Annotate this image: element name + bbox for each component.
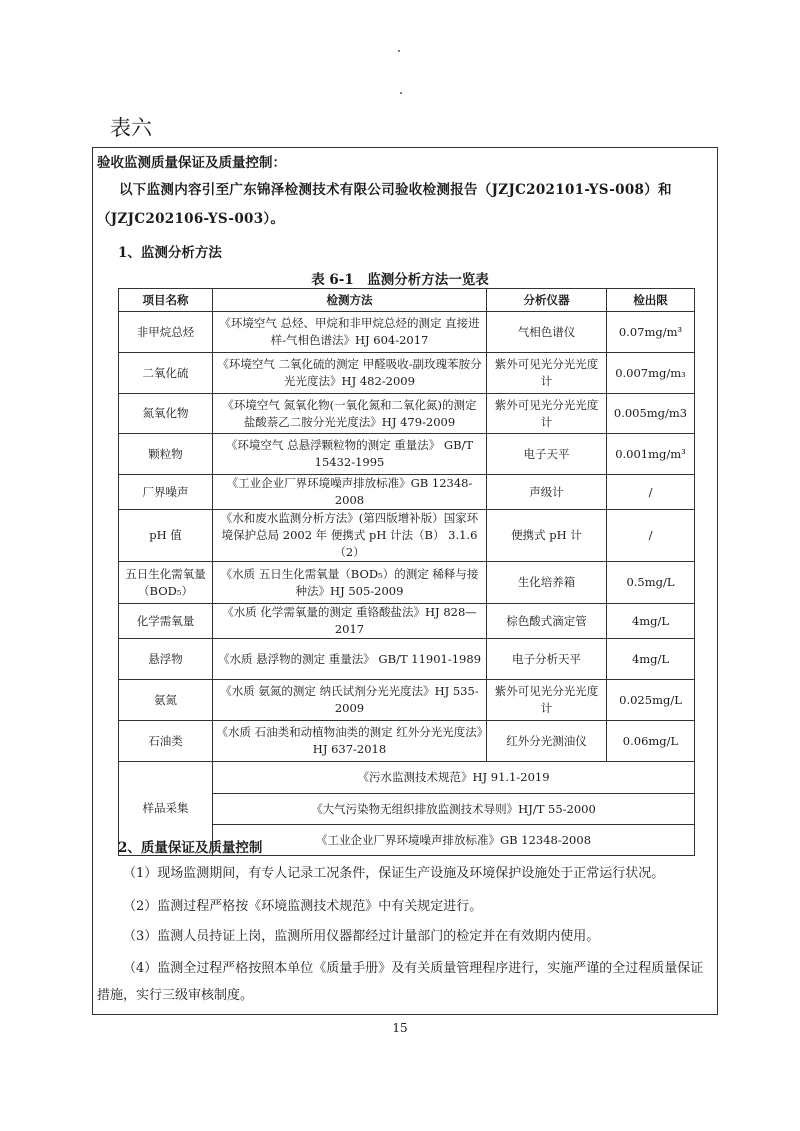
- qc-paragraph-4: （4）监测全过程严格按照本单位《质量手册》及有关质量管理程序进行，实施严谨的全过程质量保证措施，实行三级审核制度。: [97, 961, 704, 1003]
- cell-limit: /: [607, 475, 695, 510]
- cell-instrument: 便携式 pH 计: [487, 510, 607, 562]
- cell-instrument: 棕色酸式滴定管: [487, 604, 607, 639]
- cell-instrument: 紫外可见光分光光度计: [487, 394, 607, 434]
- cell-limit: 0.007mg/m₃: [607, 353, 695, 394]
- page-heading: 表六: [110, 116, 152, 140]
- cell-instrument: 紫外可见光分光光度计: [487, 353, 607, 394]
- methods-table: [118, 288, 695, 856]
- cell-method: 《水质 氨氮的测定 纳氏试剂分光光度法》HJ 535-2009: [213, 680, 487, 721]
- cell-limit: 0.06mg/L: [607, 721, 695, 762]
- scan-speck: [398, 50, 400, 52]
- sampling-method: 《工业企业厂界环境噪声排放标准》GB 12348-2008: [213, 825, 695, 856]
- table-row: [119, 434, 695, 475]
- cell-item: 颗粒物: [119, 434, 213, 475]
- cell-method: 《水质 石油类和动植物油类的测定 红外分光光度法》HJ 637-2018: [213, 721, 487, 762]
- cell-instrument: 声级计: [487, 475, 607, 510]
- table-row: [119, 353, 695, 394]
- sampling-label: 样品采集: [119, 762, 213, 856]
- table-row: [119, 312, 695, 353]
- cell-method: 《环境空气 二氧化硫的测定 甲醛吸收-副玫瑰苯胺分光光度法》HJ 482-2009: [213, 353, 487, 394]
- cell-method: 《水和废水监测分析方法》(第四版增补版）国家环境保护总局 2002 年 便携式 pH 计法（B） 3.1.6（2）: [213, 510, 487, 562]
- sampling-method: 《大气污染物无组织排放监测技术导则》HJ/T 55-2000: [213, 794, 695, 825]
- cell-limit: 0.005mg/m3: [607, 394, 695, 434]
- cell-instrument: 红外分光测油仪: [487, 721, 607, 762]
- cell-item: 石油类: [119, 721, 213, 762]
- header-limit: 检出限: [607, 289, 695, 312]
- section-title: 验收监测质量保证及质量控制：: [97, 155, 286, 171]
- cell-instrument: 生化培养箱: [487, 562, 607, 604]
- cell-item: 厂界噪声: [119, 475, 213, 510]
- cell-limit: 0.5mg/L: [607, 562, 695, 604]
- cell-method: 《环境空气 总烃、甲烷和非甲烷总烃的测定 直接进样-气相色谱法》HJ 604-2017: [213, 312, 487, 353]
- cell-limit: 0.001mg/m³: [607, 434, 695, 475]
- cell-limit: 0.025mg/L: [607, 680, 695, 721]
- cell-instrument: 气相色谱仪: [487, 312, 607, 353]
- cell-item: 氮氧化物: [119, 394, 213, 434]
- table-row: [119, 721, 695, 762]
- cell-method: 《水质 悬浮物的测定 重量法》 GB/T 11901-1989: [213, 639, 487, 680]
- cell-method: 《水质 化学需氧量的测定 重铬酸盐法》HJ 828—2017: [213, 604, 487, 639]
- table-row: [119, 562, 695, 604]
- sampling-row: [119, 762, 695, 794]
- qc-paragraph-3: （3）监测人员持证上岗，监测所用仪器都经过计量部门的检定并在有效期内使用。: [123, 929, 600, 944]
- table-row: [119, 639, 695, 680]
- cell-method: 《环境空气 氮氧化物(一氧化氮和二氧化氮)的测定 盐酸萘乙二胺分光光度法》HJ 479-2009: [213, 394, 487, 434]
- cell-limit: 4mg/L: [607, 604, 695, 639]
- cell-method: 《水质 五日生化需氧量（BOD₅）的测定 稀释与接种法》HJ 505-2009: [213, 562, 487, 604]
- table-caption: 表 6-1 监测分析方法一览表: [311, 272, 489, 288]
- cell-item: 化学需氧量: [119, 604, 213, 639]
- cell-instrument: 紫外可见光分光光度计: [487, 680, 607, 721]
- cell-limit: /: [607, 510, 695, 562]
- cell-item: pH 值: [119, 510, 213, 562]
- qc-paragraph-2: （2）监测过程严格按《环境监测技术规范》中有关规定进行。: [123, 899, 483, 914]
- intro-paragraph: 以下监测内容引至广东锦泽检测技术有限公司验收检测报告（JZJC202101-YS-008）和（JZJC202106-YS-003）。: [97, 182, 672, 227]
- table-row: [119, 510, 695, 562]
- table-row: [119, 475, 695, 510]
- cell-instrument: 电子分析天平: [487, 639, 607, 680]
- cell-instrument: 电子天平: [487, 434, 607, 475]
- header-method: 检测方法: [213, 289, 487, 312]
- cell-item: 悬浮物: [119, 639, 213, 680]
- sampling-method: 《污水监测技术规范》HJ 91.1-2019: [213, 762, 695, 794]
- heading-quality-control: 2、质量保证及质量控制: [118, 840, 263, 856]
- table-row: [119, 604, 695, 639]
- scan-speck: [400, 92, 402, 94]
- cell-limit: 0.07mg/m³: [607, 312, 695, 353]
- header-instrument: 分析仪器: [487, 289, 607, 312]
- cell-item: 五日生化需氧量（BOD₅）: [119, 562, 213, 604]
- cell-item: 氨氮: [119, 680, 213, 721]
- cell-limit: 4mg/L: [607, 639, 695, 680]
- cell-item: 非甲烷总烃: [119, 312, 213, 353]
- cell-method: 《环境空气 总悬浮颗粒物的测定 重量法》 GB/T 15432-1995: [213, 434, 487, 475]
- table-header-row: [119, 289, 695, 312]
- page-number: 15: [392, 1021, 408, 1035]
- heading-analysis-methods: 1、监测分析方法: [118, 245, 222, 261]
- table-row: [119, 394, 695, 434]
- cell-item: 二氧化硫: [119, 353, 213, 394]
- header-item: 项目名称: [119, 289, 213, 312]
- table-row: [119, 680, 695, 721]
- qc-paragraph-1: （1）现场监测期间，有专人记录工况条件，保证生产设施及环境保护设施处于正常运行状况。: [123, 866, 665, 881]
- cell-method: 《工业企业厂界环境噪声排放标准》GB 12348-2008: [213, 475, 487, 510]
